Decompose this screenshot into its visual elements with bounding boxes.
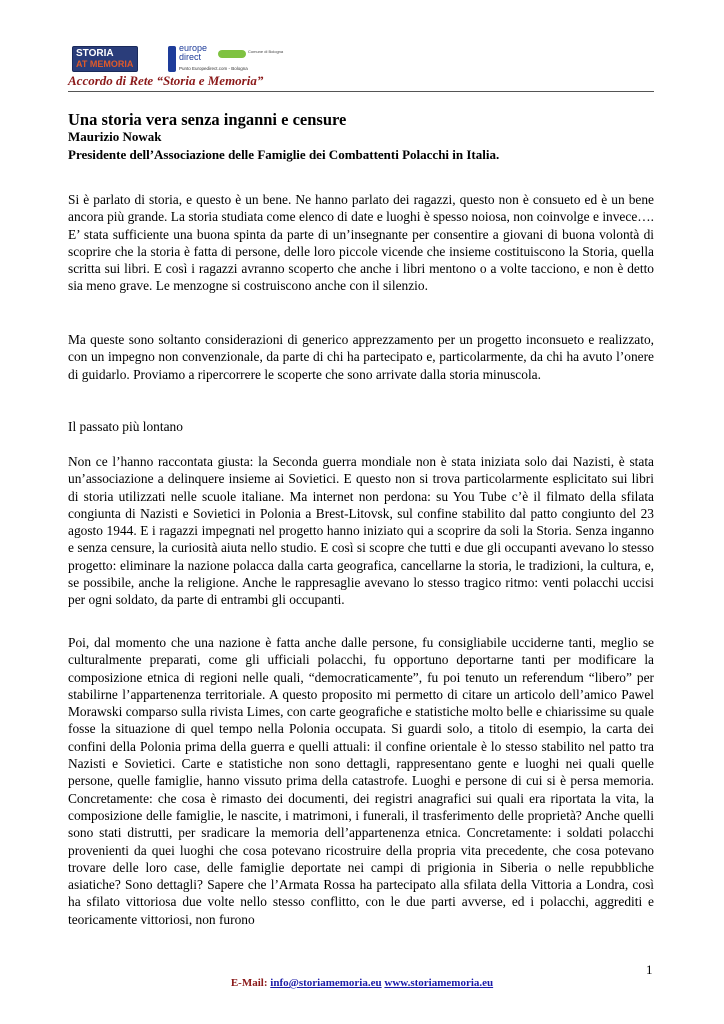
logo-storia-line1: STORIA [76, 48, 114, 59]
page-number: 1 [646, 962, 653, 977]
article-author: Maurizio Nowak [68, 129, 162, 144]
paragraph-deportation: Poi, dal momento che una nazione è fatta anche dalle persone, fu consigliabile ucciderne tanti, meglio se culturalmente preparati, come gli ufficiali polacchi, fu opportuno deportarne tanti per modificare la composizione etnica di regioni nelle quali, “democraticamente”, fu poi tenuto un referendum “libero” per stabilirne l’appartenenza territoriale. A questo proposito mi permetto di citare un articolo dell’amico Pawel Morawski comparso sulla rivista Limes, con carte geografiche e statistiche molto belle e chiarissime su quale fosse la situazione di quel tempo nella Polonia occupata. Si guardi solo, a titolo di esempio, la carta dei confini della Polonia prima della guerra e quelli attuali: il confine orientale è lo stesso stabilito nel patto tra Nazisti e Sovietici. Carte e statistiche non sono dettagli, rappresentano gente e luoghi nei quali quelle persone, quelle famiglie, hanno vissuto prima della catastrofe. Luoghi e persone di cui si è persa memoria. Concretamente: che cosa è rimasto dei documenti, dei registri anagrafici sui quali era riportata la vita, la composizione delle famiglie, le nascite, i matrimoni, i funerali, il trasferimento delle proprietà? Anche quelli sono stati distrutti, per sradicare la memoria dell’appartenenza etnica. Concretamente: i soldati polacchi provenienti da quei luoghi che cosa potevano ricostruire della propria vita precedente, che cosa potevano trovare delle loro case, delle famiglie deportate nei campi di prigionia in Siberia o nelle repubbliche asiatiche? Sono dettagli? Sapere che l’Armata Rossa ha partecipato alla sfilata della Vittoria a Londra, così ha sfilato vittoriosa due volte nello stesso conflitto, con le due parti avverse, ed i polacchi, aggrediti e teoricamente vittoriosi, non furono [68, 635, 654, 927]
logo-storia-line2: AT MEMORIA [76, 59, 134, 69]
paragraph-intro: Si è parlato di storia, e questo è un bene. Ne hanno parlato dei ragazzi, questo non è consueto ed è un bene ancora più grande. La storia studiata come elenco di date e luoghi è spesso noiosa, non coinvolge e invece…. E’ stata sufficiente una buona spinta da parte di un’insegnante per consentire a giovani di buona volontà di scoprire che la storia è fatta di persone, delle loro piccole vicende che insieme costituiscono la Storia, quella scritta sui libri. E così i ragazzi avranno scoperto che anche i libri mentono o a volte tacciono, e non è detto sia meno grave. Le menzogne si costruiscono anche con il silenzio. [68, 192, 654, 294]
footer-email-link[interactable]: info@storiamemoria.eu [270, 977, 382, 989]
partner-key-icon [218, 50, 246, 58]
article-title: Una storia vera senza inganni e censure [68, 110, 347, 129]
paragraph-considerations: Ma queste sono soltanto considerazioni di generico apprezzamento per un progetto inconsueto e realizzato, con un impegno non convenzionale, da parte di chi ha partecipato e, particolarmente, da chi ha avuto l’onere di guidarlo. Proviamo a ripercorrere le scoperte che sono arrivate dalla storia minuscola. [68, 332, 654, 382]
author-role: Presidente dell’Associazione delle Famiglie dei Combattenti Polacchi in Italia. [68, 147, 500, 162]
network-title: Accordo di Rete “Storia e Memoria” [68, 73, 264, 88]
paragraph-war: Non ce l’hanno raccontata giusta: la Seconda guerra mondiale non è stata iniziata solo dai Nazisti, è stata un’associazione a delinquere insieme ai Sovietici. E questo non si trova particolarmente esplicitato sui libri di storia utilizzati nelle scuole italiane. Ma internet non perdona: su You Tube c’è il filmato della sfilata congiunta di Nazisti e Sovietici in Polonia a Brest-Litovsk, sul confine stabilito dal patto congiunto del 23 agosto 1944. E i ragazzi impegnati nel progetto hanno iniziato qui a scoprire da soli la Storia. Senza inganno e senza censure, la curiosità aiuta nello studio. E così si scopre che tutti e due gli occupanti avevano lo stesso progetto: eliminare la nazione polacca dalla carta geografica, cancellarne la storia, le tradizioni, la cultura, e, se possibile, anche la religione. Anche le rappresaglie avevano lo stesso tragico ritmo: venti polacchi uccisi per ogni soldato, da parte di entrambi gli occupanti. [68, 454, 654, 608]
page-footer [0, 977, 724, 989]
logo-europe-sub: Punto Europedirect.com - Bologna [179, 66, 248, 71]
europe-direct-icon [168, 46, 176, 72]
logo-partner-text: Comune di Bologna [248, 49, 284, 54]
footer-email-label: E-Mail: [230, 977, 268, 989]
storia-memoria-logo [72, 46, 138, 72]
logo-europe-text: europe direct [179, 43, 208, 62]
header-divider [68, 91, 654, 92]
section-heading: Il passato più lontano [68, 419, 183, 434]
footer-website-link[interactable]: www.storiamemoria.eu [384, 977, 494, 989]
